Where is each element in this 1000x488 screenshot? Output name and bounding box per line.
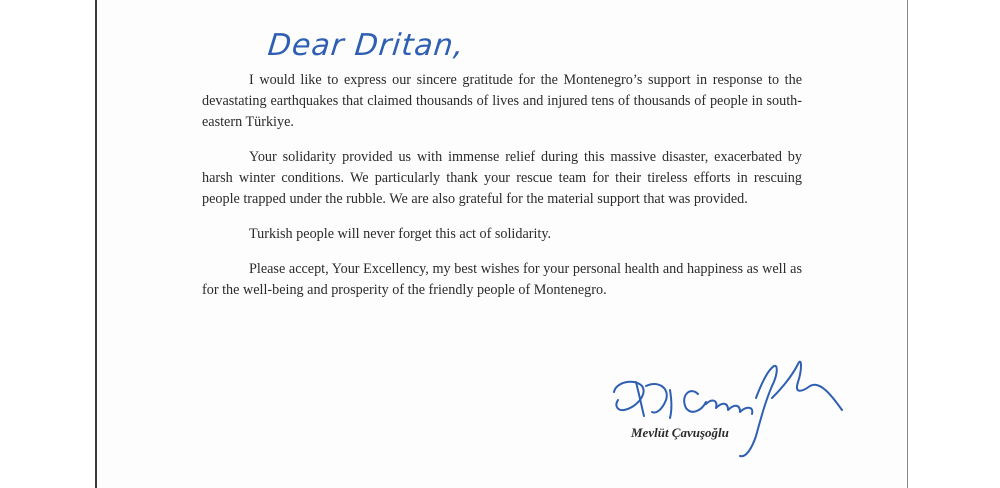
handwritten-signature [606, 352, 846, 462]
paragraph-closing-wishes: Please accept, Your Excellency, my best wishes for your personal health and happiness as well as for the well-being and prosperity of the friendly people of Montenegro. [202, 261, 802, 298]
signer-name: Mevlüt Çavuşoğlu [631, 425, 729, 440]
page-right-edge [907, 0, 908, 488]
handwritten-salutation: Dear Dritan, [266, 28, 467, 63]
paragraph-never-forget: Turkish people will never forget this act of solidarity. [249, 226, 552, 242]
paragraph-gratitude: I would like to express our sincere gratitude for the Montenegro’s support in response to the devastating earthquakes that claimed thousands of lives and injured tens of thousands of people in south-eastern Türkiye. [202, 72, 802, 130]
paragraph-solidarity: Your solidarity provided us with immense relief during this massive disaster, exacerbated by harsh winter conditions. We particularly thank your rescue team for their tireless efforts in rescuing people trapped under the rubble. We are also grateful for the material support that was provided. [202, 149, 802, 207]
letter-body [202, 70, 802, 315]
